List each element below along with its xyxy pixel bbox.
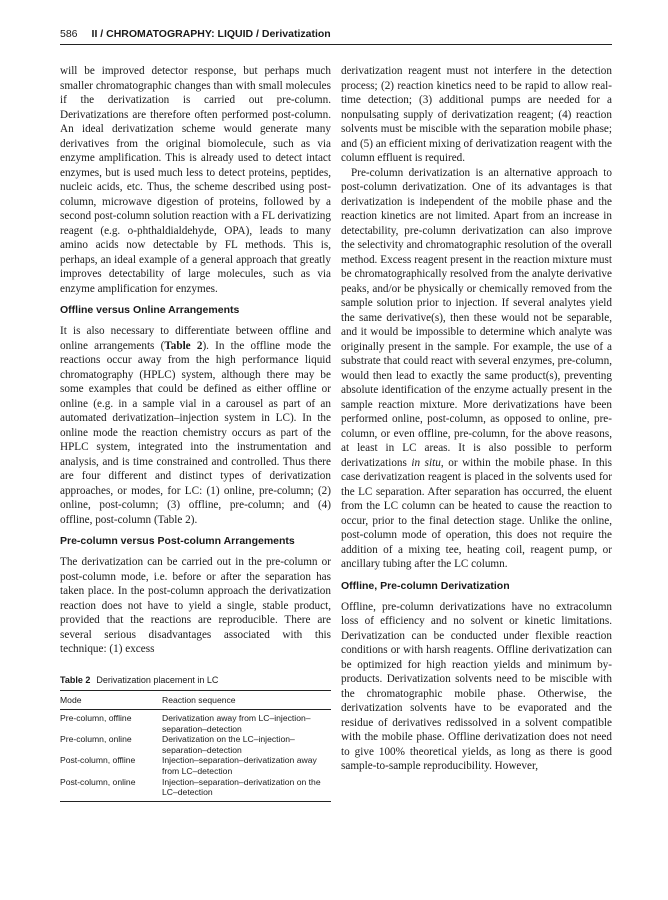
- table-cell-mode: Post-column, online: [60, 776, 136, 787]
- paragraph: derivatization reagent must not interfere in the detection process; (2) reaction kinetics need to be rapid to allow real-time detection; (3) additional pumps are needed for a nonpulsating supply of derivatization reagent; (4) reaction solvents must be miscible with the separation mobile phase; and (5) an efficient mixing of derivatization reagent with the column effluent is required.: [341, 65, 612, 164]
- paragraph: It is also necessary to differentiate between offline and online arrangements (Table 2). In the offline mode the reactions occur away from the high performance liquid chromatography (HPLC) system, although there may be some examples that could be defined as either offline or online (e.g. in a sample vial in a carousel as part of an automated derivatization–injection system in LC). In the online mode the reaction chemistry occurs as part of the HPLC system, integrated into the instrumentation and analysis, and is time constrained and controlled. Thus there are four different and distinct types of derivatization approaches, or modes, for LC: (1) online, pre-column; (2) online, post-column; (3) offline, pre-column; and (4) offline, post-column (Table 2).: [60, 325, 332, 526]
- column-header: Mode: [60, 694, 82, 705]
- paragraph: Offline, pre-column derivatizations have no extracolumn loss of efficiency and no solvent or kinetic limitations. Derivatization can be conducted under flexible reaction conditions or with harsh reagents. Offline derivatization can be optimized for high reaction yields and minimum by-products. Derivatization solvents need to be miscible with the chromatographic mobile phase. Otherwise, the derivatization solvents have to be evaporated and the residue of derivatives redissolved in a solvent compatible with the mobile phase. Offline derivatization does not need to give 100% theoretical yields, as long as there is good sample-to-sample reproducibility. However,: [341, 600, 612, 772]
- table-cell-mode: Post-column, offline: [60, 755, 136, 766]
- section-title: II / CHROMATOGRAPHY: LIQUID / Derivatization: [91, 28, 331, 40]
- table-2: [60, 675, 331, 802]
- table-cell-mode: Pre-column, offline: [60, 713, 132, 724]
- table-caption-text: Derivatization placement in LC: [96, 674, 219, 685]
- left-column: [60, 64, 331, 802]
- paragraph: will be improved detector response, but perhaps much smaller chromatographic changes than with small molecules if the derivatization is carried out pre-column. Derivatizations are therefore often performed post-column. An ideal derivatization scheme would generate many derivatives from the original biomolecule, such as via enzyme amplification. This is already used to detect intact enzymes, but is used much less to detect proteins, peptides, nucleic acids, etc. Thus, the scheme described using post-column, microwave digestion of proteins, followed by a second post-column solution reaction with a FL derivatizing reagent (e.g. o-phthaldialdehyde, OPA), leads to many amino acids now detectable by FL methods. This is, perhaps, an ideal example of a general approach that greatly improves detectability of large molecules, such as via enzyme amplification for enzymes.: [60, 65, 331, 295]
- section-heading: Offline, Pre-column Derivatization: [341, 579, 510, 592]
- table-body: [60, 710, 331, 801]
- table-label: Table 2: [60, 674, 91, 685]
- running-header: [60, 28, 612, 44]
- right-column: [341, 64, 612, 774]
- table-row: [60, 755, 331, 776]
- table-reference-link[interactable]: Table 2: [164, 339, 203, 352]
- table-row: [60, 777, 331, 798]
- section-heading: Pre-column versus Post-column Arrangements: [60, 535, 295, 547]
- paragraph: Pre-column derivatization is an alternative approach to post-column derivatization. One of its advantages is that derivatization is independent of the mobile phase and the reaction kinetics are not limited. Apart from an increase in detectability, pre-column derivatization can also improve the selectivity and chromatographic resolution of the overall method. Excess reagent present in the reaction mixture must be chromatographically resolved from the analyte derivative peaks, and/or be physically or chemically removed from the sample solution prior to injection. If several analytes yield the same derivative(s), then these would not be separable, and it would be impossible to determine which analyte was originally present in the sample. For example, the use of a substrate that could react with several enzymes, pre-column, would then lead to exactly the same product(s), preventing absolute identification of the enzyme actually present in the sample reaction mixture. More derivatizations have been performed online, post-column, as opposed to online, pre-column, or even offline, pre-column, for the above reasons, at least in LC areas. It is also possible to perform derivatizations in situ, or within the mobile phase. In this case derivatization reagent is placed in the solvents used for the LC separation. After separation has occurred, the eluent from the LC column can be heated to cause the reaction to occur, prior to the final detection stage. Unlike the online, post-column mode of operation, this does not require the addition of a mixing tee, heating coil, reagent pump, or ancillary tubing after the LC column.: [341, 166, 612, 570]
- column-header: Reaction sequence: [162, 694, 236, 705]
- table-cell-sequence: Derivatization on the LC–injection–separation–detection: [162, 734, 295, 755]
- table-cell-mode: Pre-column, online: [60, 734, 132, 745]
- table-cell-sequence: Derivatization away from LC–injection–separation–detection: [162, 713, 311, 734]
- page-number: 586: [60, 28, 78, 40]
- paragraph: The derivatization can be carried out in the pre-column or post-column mode, i.e. before or after the separation has taken place. In the post-column approach the derivatization reaction does not have to yield a single, stable product, provided that the reactions are reproducible. There are several serious disadvantages associated with this technique: (1) excess: [60, 556, 331, 655]
- header-rule: [60, 44, 612, 45]
- table-row: [60, 713, 331, 734]
- section-heading: Offline versus Online Arrangements: [60, 304, 240, 316]
- table-caption: [60, 675, 331, 685]
- table-row: [60, 734, 331, 755]
- table-header-row: [60, 691, 331, 710]
- table-cell-sequence: Injection–separation–derivatization on the LC–detection: [162, 776, 321, 798]
- table-rule: [60, 801, 331, 802]
- table-cell-sequence: Injection–separation–derivatization away from LC–detection: [162, 755, 317, 777]
